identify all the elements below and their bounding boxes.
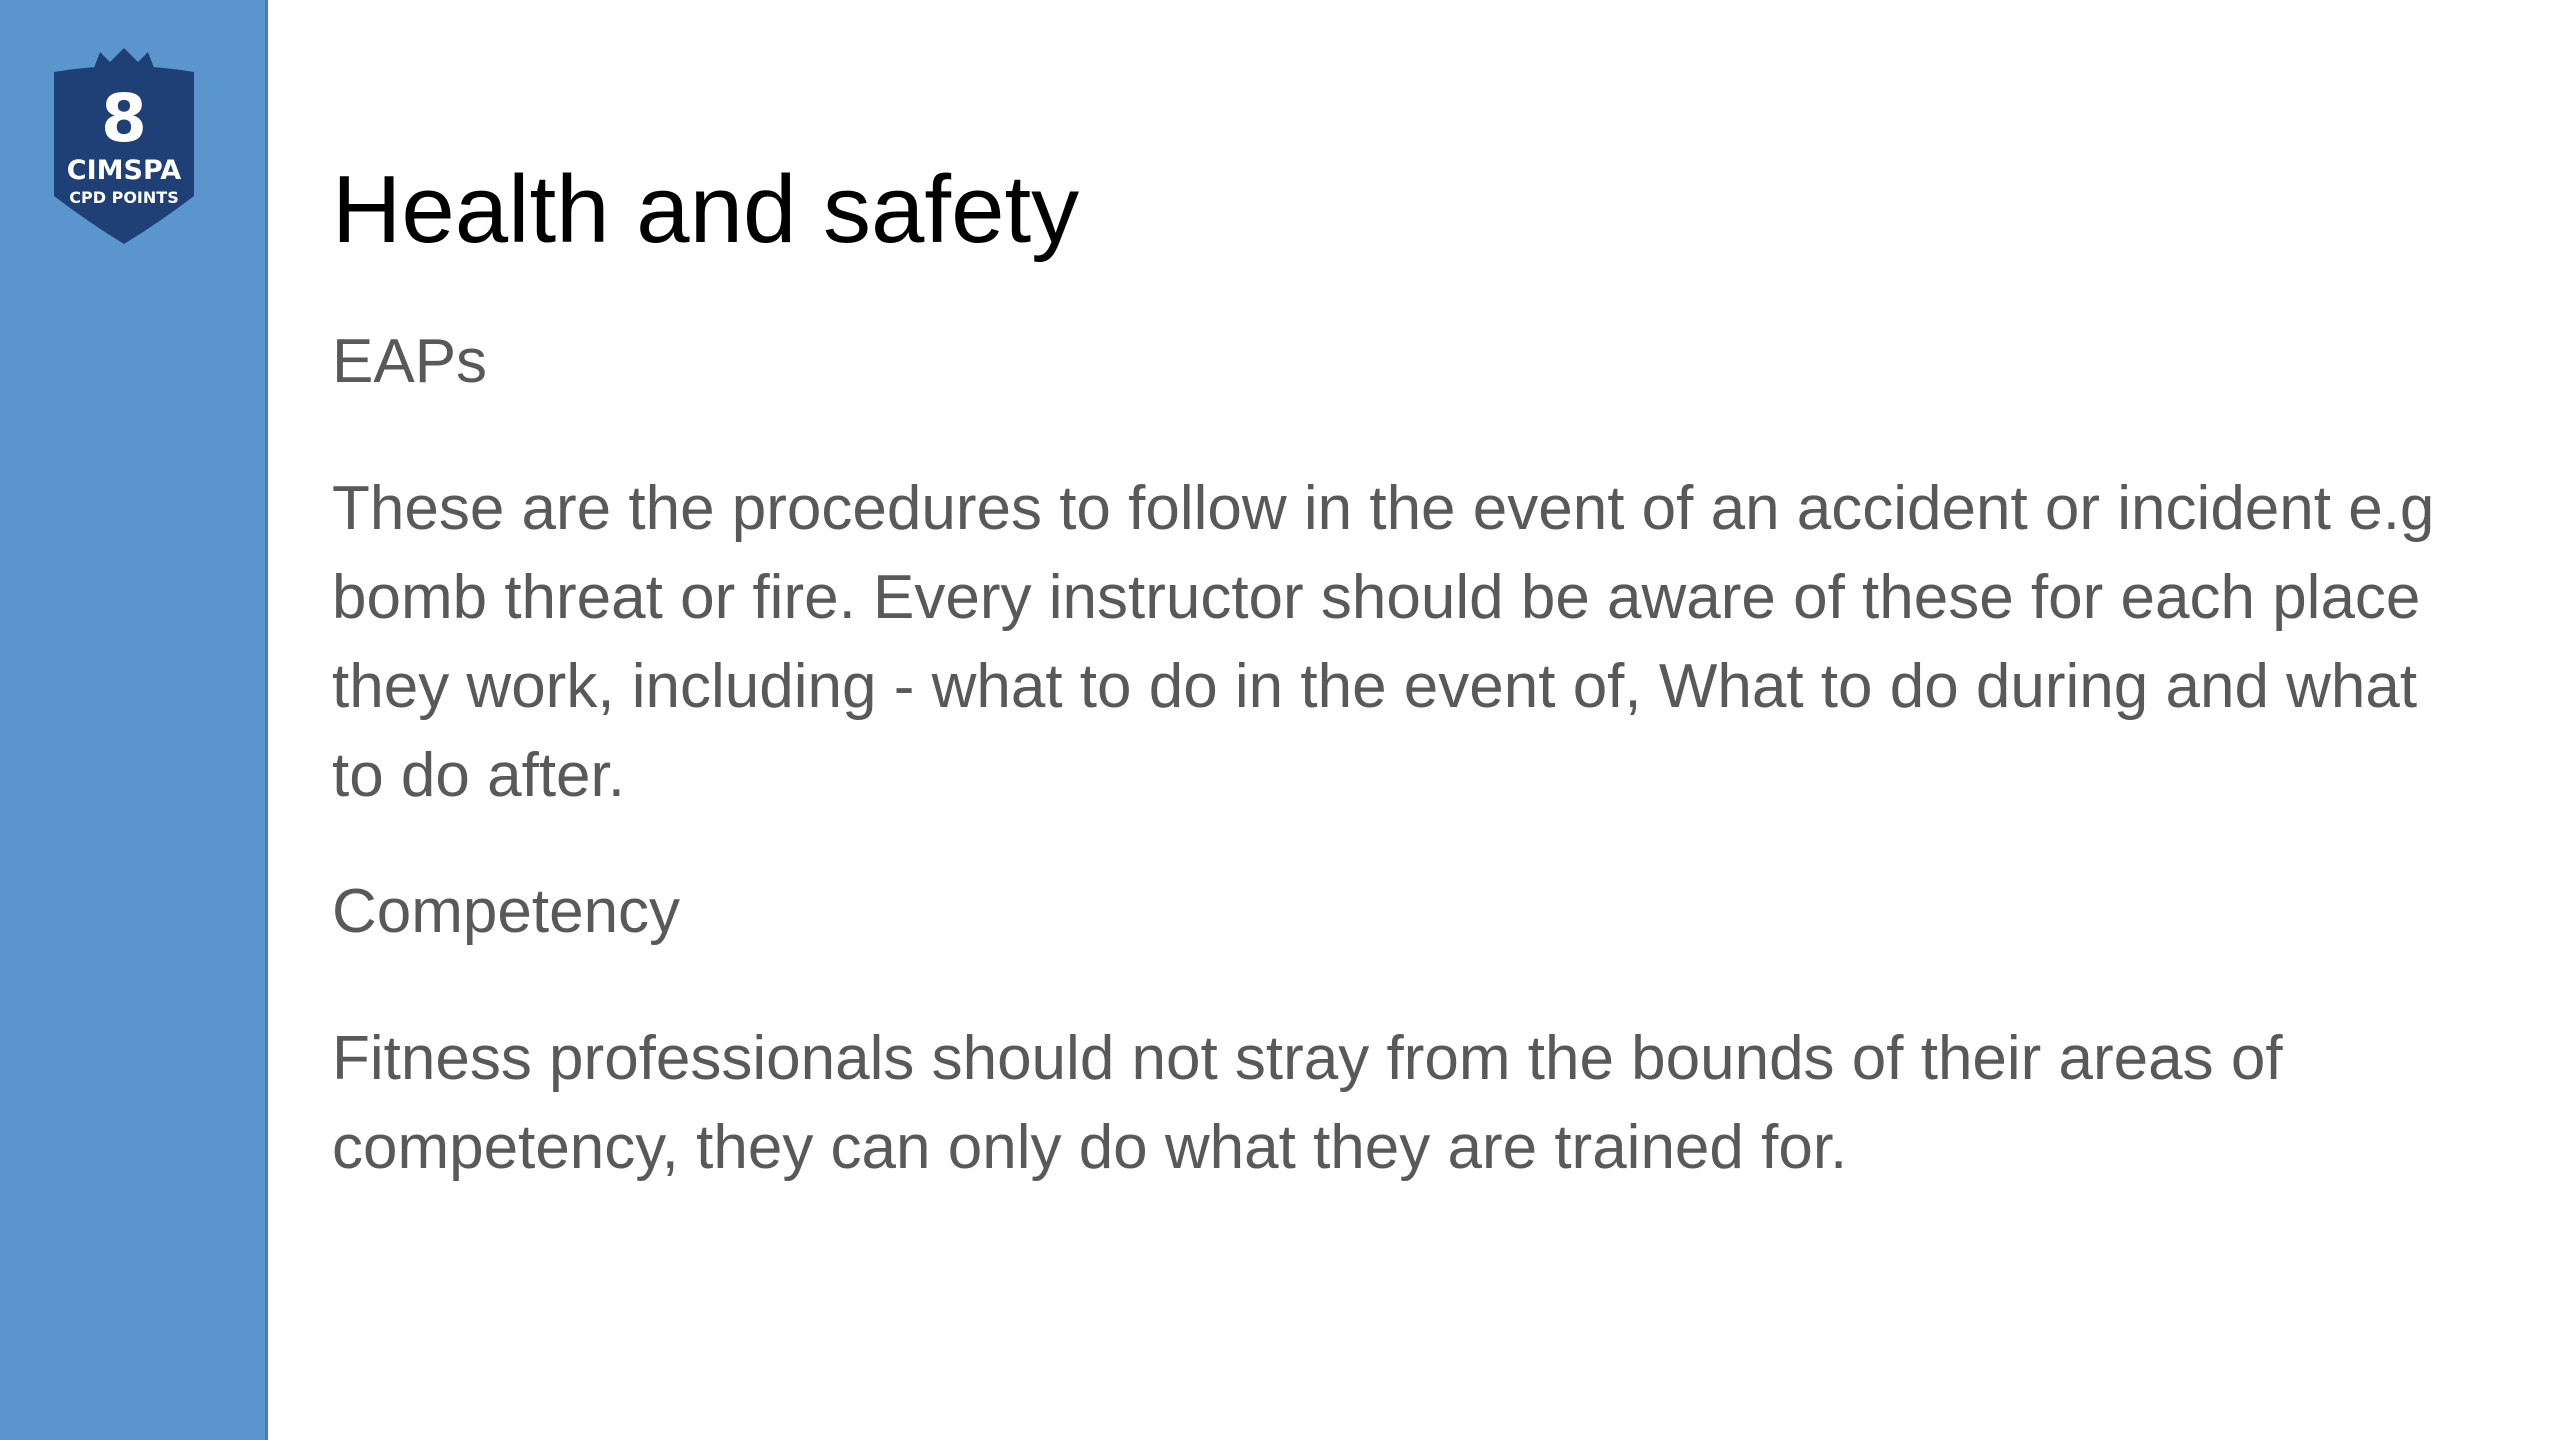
badge-org: CIMSPA: [66, 155, 182, 186]
section-body-competency: Fitness professionals should not stray from the bounds of their areas of competency, they can only do what they are trained for.: [332, 1024, 2283, 1182]
slide-title: Health and safety: [332, 156, 1080, 263]
slide-content: [332, 150, 2482, 1192]
badge-subtitle: CPD POINTS: [69, 188, 179, 207]
sidebar: [0, 0, 268, 1440]
section-heading-eaps: EAPs: [332, 327, 488, 396]
section-body-eaps: These are the procedures to follow in the event of an accident or incident e.g bomb threat or fire. Every instructor should be aware of these for each place they work, including - what to do in the event of, What to do during and what to do after.: [332, 474, 2435, 810]
cpd-badge: [50, 46, 198, 246]
badge-number: 8: [101, 80, 147, 157]
section-heading-competency: Competency: [332, 877, 681, 946]
